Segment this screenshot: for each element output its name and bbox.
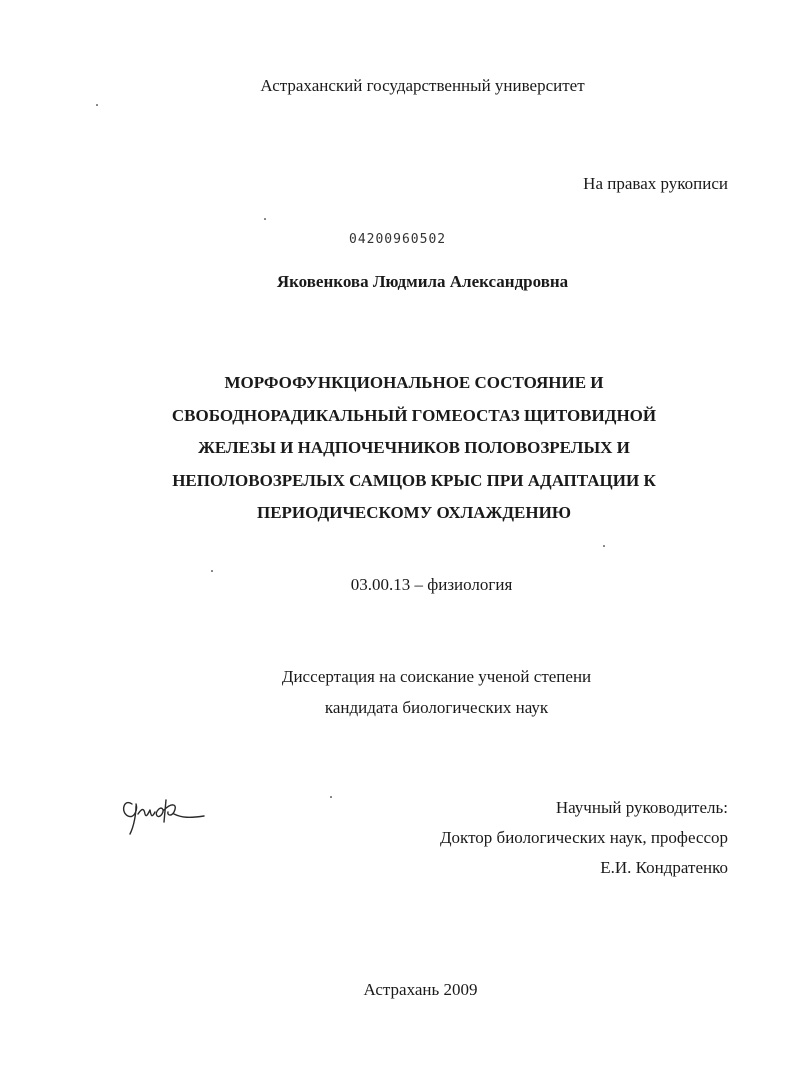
title-line-2: СВОБОДНОРАДИКАЛЬНЫЙ ГОМЕОСТАЗ ЩИТОВИДНОЙ	[171, 405, 657, 425]
dissertation-title	[0, 367, 793, 530]
specialty-code: 03.00.13 – физиология	[350, 575, 513, 594]
advisor-name: Е.И. Кондратенко	[600, 858, 728, 877]
advisor-title: Научный руководитель:	[555, 798, 728, 817]
scientific-advisor	[0, 793, 728, 883]
document-code: 04200960502	[349, 232, 447, 247]
scan-speck	[603, 545, 605, 547]
manuscript-note: На правах рукописи	[583, 174, 728, 193]
scan-speck	[211, 570, 213, 572]
degree-line-1: Диссертация на соискание ученой степени	[281, 667, 592, 686]
title-line-4: НЕПОЛОВОЗРЕЛЫХ САМЦОВ КРЫС ПРИ АДАПТАЦИИ К	[172, 470, 656, 490]
city-and-year: Астрахань 2009	[363, 980, 478, 999]
author-name: Яковенкова Людмила Александровна	[276, 272, 569, 291]
scan-speck	[96, 104, 98, 106]
scan-speck	[330, 796, 332, 798]
title-line-1: МОРФОФУНКЦИОНАЛЬНОЕ СОСТОЯНИЕ И	[224, 373, 604, 392]
advisor-degree: Доктор биологических наук, профессор	[439, 828, 728, 847]
scan-speck	[264, 218, 266, 220]
degree-line-2: кандидата биологических наук	[324, 698, 549, 717]
title-line-5: ПЕРИОДИЧЕСКОМУ ОХЛАЖДЕНИЮ	[256, 503, 571, 522]
title-line-3: ЖЕЛЕЗЫ И НАДПОЧЕЧНИКОВ ПОЛОВОЗРЕЛЫХ И	[198, 438, 630, 457]
university-name: Астраханский государственный университет	[260, 76, 585, 95]
